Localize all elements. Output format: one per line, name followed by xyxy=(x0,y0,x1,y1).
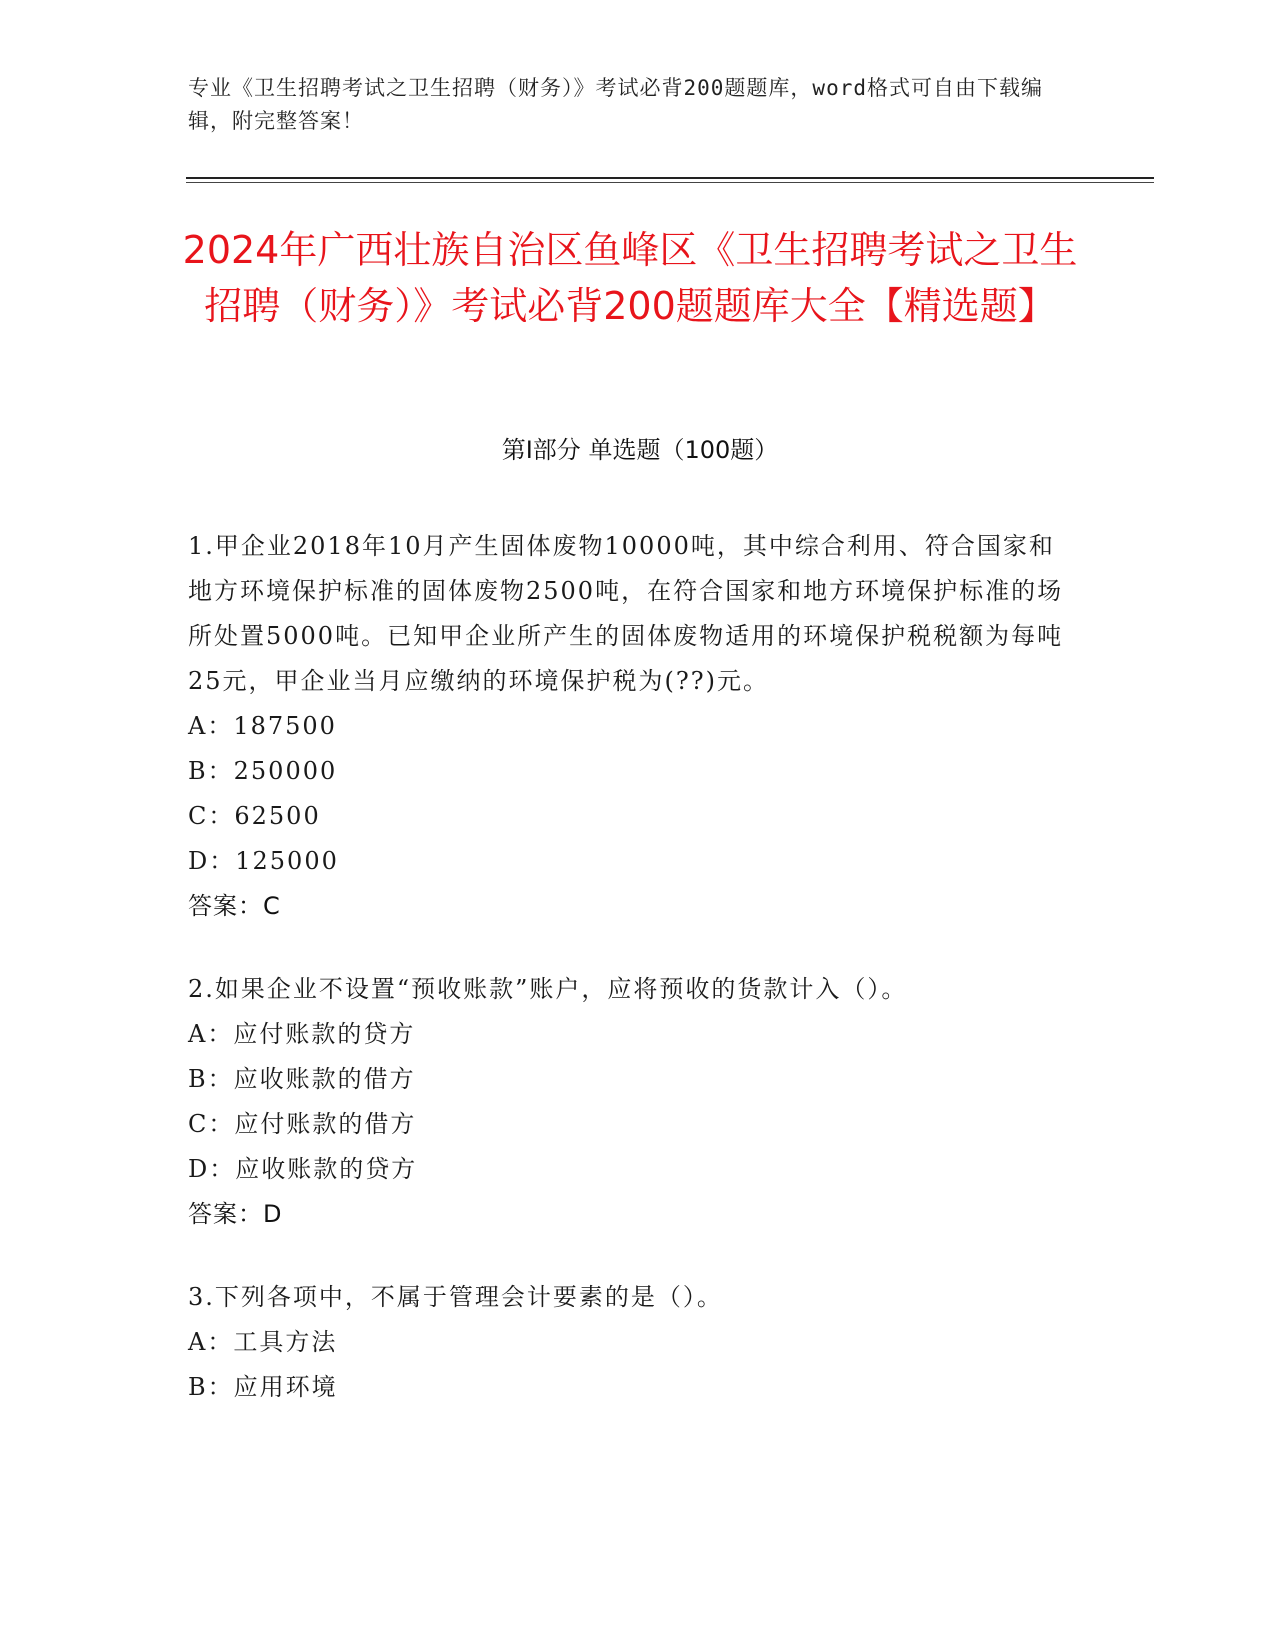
question-3 xyxy=(188,1275,1068,1410)
option-a[interactable]: A：应付账款的贷方 xyxy=(188,1020,416,1048)
option-b[interactable]: B：应用环境 xyxy=(188,1373,338,1401)
answer-label: 答案：C xyxy=(188,892,281,920)
option-c[interactable]: C：应付账款的借方 xyxy=(188,1110,417,1138)
document-title: 2024年广西壮族自治区鱼峰区《卫生招聘考试之卫生招聘（财务）》考试必背200题题库大全【精选题】 xyxy=(182,228,1078,328)
question-stem: 3.下列各项中，不属于管理会计要素的是（）。 xyxy=(188,1283,723,1311)
header-divider-thin xyxy=(186,182,1154,183)
question-stem: 2.如果企业不设置“预收账款”账户，应将预收的货款计入（）。 xyxy=(188,975,908,1003)
option-b[interactable]: B：250000 xyxy=(188,757,338,785)
question-stem: 1.甲企业2018年10月产生固体废物10000吨，其中综合利用、符合国家和地方环境保护标准的固体废物2500吨，在符合国家和地方环境保护标准的场所处置5000吨。已知甲企业所产生的固体废物适用的环境保护税税额为每吨25元，甲企业当月应缴纳的环境保护税为(??)元。 xyxy=(188,532,1064,695)
option-c[interactable]: C：62500 xyxy=(188,802,321,830)
option-a[interactable]: A：工具方法 xyxy=(188,1328,338,1356)
section-heading: 第Ⅰ部分 单选题（100题） xyxy=(501,436,779,464)
question-list xyxy=(188,524,1068,1448)
question-1 xyxy=(188,524,1068,929)
header-divider-thick xyxy=(186,177,1154,179)
header-note: 专业《卫生招聘考试之卫生招聘（财务）》考试必背200题题库，word格式可自由下载编辑，附完整答案！ xyxy=(188,76,1043,133)
option-a[interactable]: A：187500 xyxy=(188,712,337,740)
option-b[interactable]: B：应收账款的借方 xyxy=(188,1065,416,1093)
question-2 xyxy=(188,967,1068,1237)
option-d[interactable]: D：应收账款的贷方 xyxy=(188,1155,418,1183)
answer-label: 答案：D xyxy=(188,1200,283,1228)
option-d[interactable]: D：125000 xyxy=(188,847,339,875)
